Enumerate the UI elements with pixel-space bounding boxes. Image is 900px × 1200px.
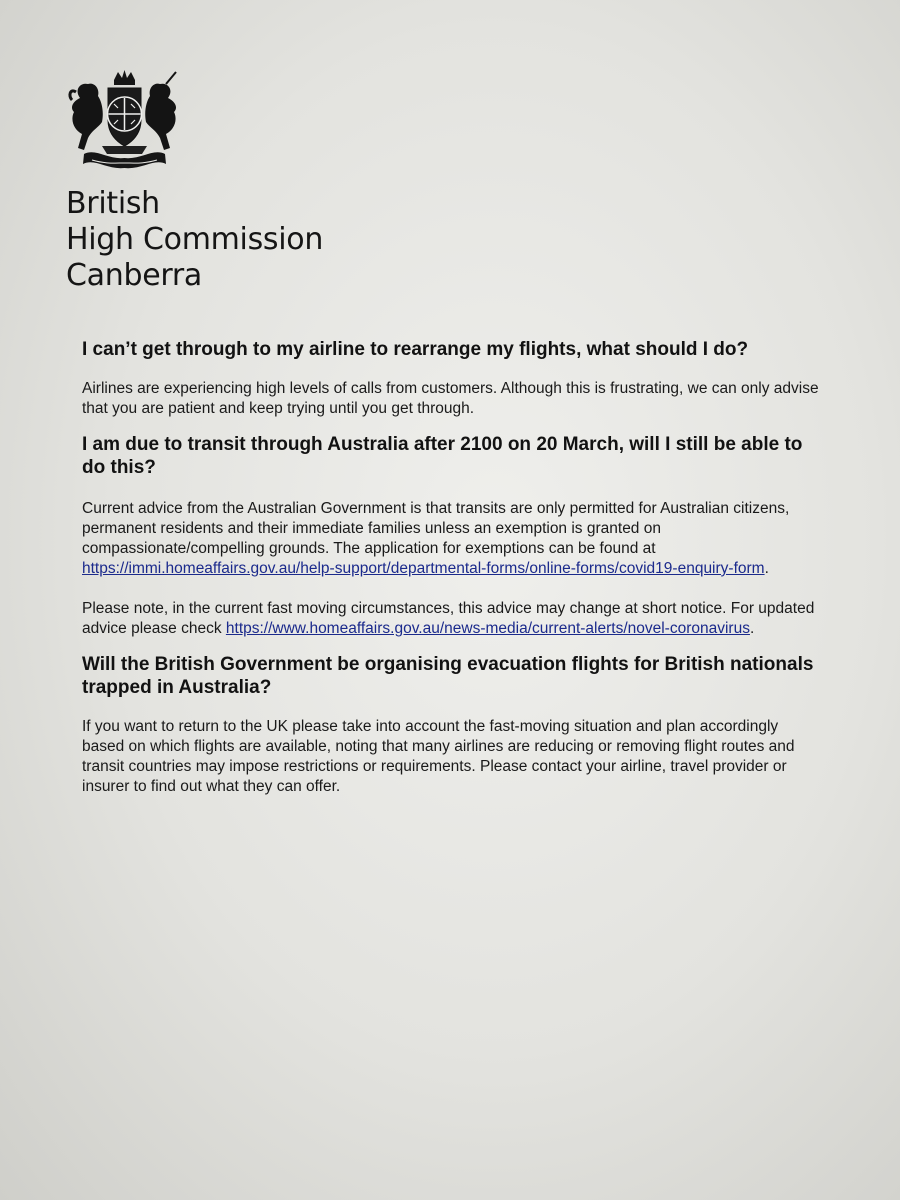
answer-evacuation-flights: If you want to return to the UK please take into account the fast-moving situation and plan accordingly based on which flights are available, noting that many airlines are reducing or removing flight routes and transit countries may impose restrictions or requirements. Please contact your airline, travel provider or insurer to find out what they can offer. xyxy=(82,718,795,795)
org-line-canberra: Canberra xyxy=(66,258,202,293)
transit-advice-text: Current advice from the Australian Government is that transits are only permitted for Australian citizens, permanent residents and their immediate families unless an exemption is granted on compassionate/compelling grounds. The application for exemptions can be found at xyxy=(82,500,790,557)
royal-coat-of-arms-icon xyxy=(62,68,187,178)
question-evacuation-flights: Will the British Government be organising evacuation flights for British nationals trapped in Australia? xyxy=(82,654,814,698)
question-transit-australia: I am due to transit through Australia after 2100 on 20 March, will I still be able to do this? xyxy=(82,434,803,478)
exemption-form-link[interactable]: https://immi.homeaffairs.gov.au/help-support/departmental-forms/online-forms/covid19-enquiry-form xyxy=(82,560,765,577)
letter-body xyxy=(82,338,822,797)
updated-advice-end: . xyxy=(749,620,755,637)
homeaffairs-alert-link[interactable]: https://www.homeaffairs.gov.au/news-media/current-alerts/novel-coronavirus xyxy=(225,620,750,637)
answer-airline-contact: Airlines are experiencing high levels of calls from customers. Although this is frustrating, we can only advise that you are patient and keep trying until you get through. xyxy=(82,380,819,417)
answer-transit-paragraph-2 xyxy=(82,599,822,639)
organisation-name xyxy=(66,186,323,294)
updated-advice-text: Please note, in the current fast moving circumstances, this advice may change at short notice. For updated advice please check xyxy=(82,600,815,637)
org-line-british: British xyxy=(66,186,160,221)
question-airline-contact: I can’t get through to my airline to rearrange my flights, what should I do? xyxy=(82,339,749,360)
answer-transit-paragraph-1 xyxy=(82,499,822,579)
transit-advice-end: . xyxy=(764,560,769,577)
org-line-high-commission: High Commission xyxy=(66,222,324,257)
